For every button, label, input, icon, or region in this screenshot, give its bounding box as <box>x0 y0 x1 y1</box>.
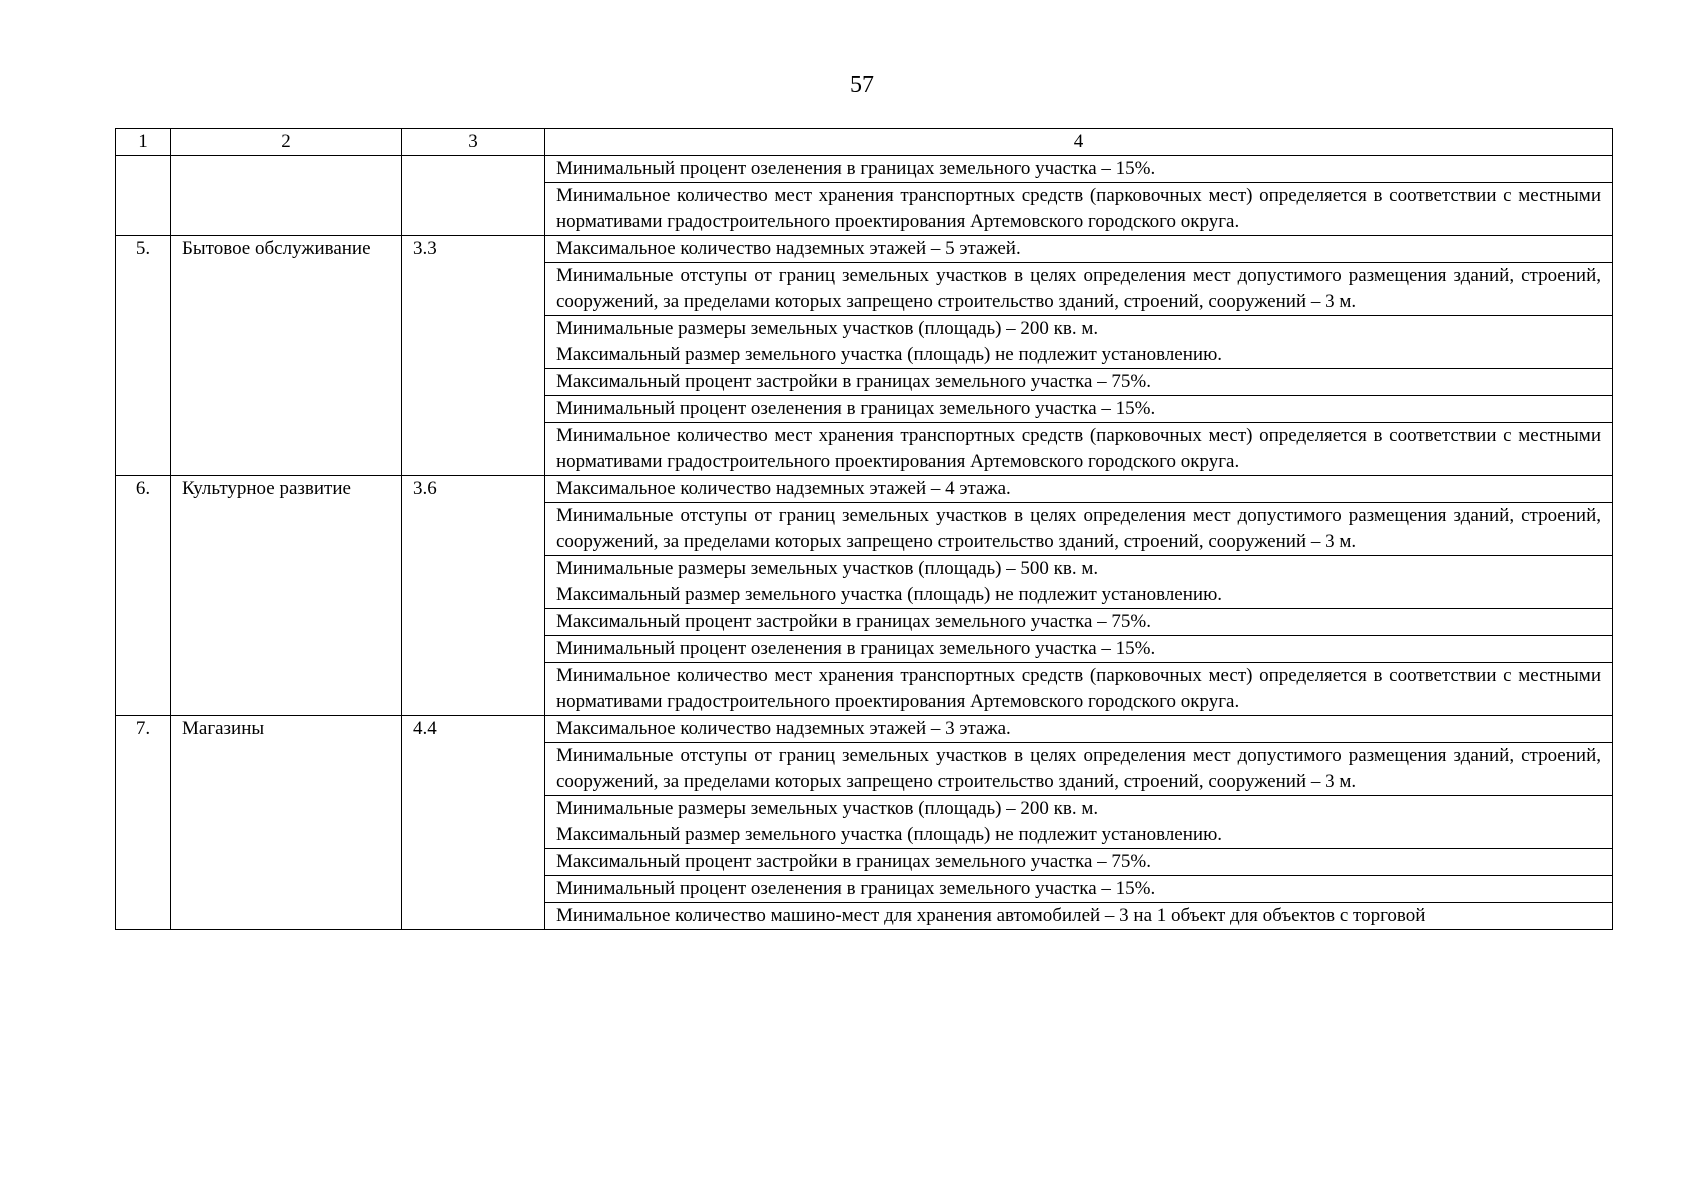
use-type-code: 3.6 <box>402 476 545 716</box>
param-cell: Максимальный процент застройки в границах земельного участка – 75%. <box>545 609 1613 636</box>
use-type-name: Бытовое обслуживание <box>171 236 402 476</box>
table-row <box>116 236 1613 263</box>
param-cell: Минимальные отступы от границ земельных участков в целях определения мест допустимого размещения зданий, строений, сооружений, за пределами которых запрещено строительство зданий, строений, сооружений – 3 м. <box>545 743 1613 796</box>
param-cell: Максимальный процент застройки в границах земельного участка – 75%. <box>545 849 1613 876</box>
header-row <box>116 129 1613 156</box>
param-cell: Минимальные размеры земельных участков (площадь) – 200 кв. м. Максимальный размер земельного участка (площадь) не подлежит установлению. <box>545 796 1613 849</box>
table-row <box>116 156 1613 183</box>
param-cell: Минимальное количество машино-мест для хранения автомобилей – 3 на 1 объект для объектов с торговой <box>545 903 1613 930</box>
table-row <box>116 716 1613 743</box>
header-col-3: 3 <box>402 129 545 156</box>
param-cell: Максимальное количество надземных этажей – 3 этажа. <box>545 716 1613 743</box>
continuation-name-cell <box>171 156 402 236</box>
param-cell: Минимальное количество мест хранения транспортных средств (парковочных мест) определяется в соответствии с местными нормативами градостроительного проектирования Артемовского городского округа. <box>545 183 1613 236</box>
param-cell: Максимальное количество надземных этажей – 4 этажа. <box>545 476 1613 503</box>
use-type-code: 3.3 <box>402 236 545 476</box>
param-cell: Минимальное количество мест хранения транспортных средств (парковочных мест) определяется в соответствии с местными нормативами градостроительного проектирования Артемовского городского округа. <box>545 663 1613 716</box>
param-cell: Максимальное количество надземных этажей – 5 этажей. <box>545 236 1613 263</box>
continuation-code-cell <box>402 156 545 236</box>
page-number: 57 <box>850 72 874 98</box>
param-cell: Минимальный процент озеленения в границах земельного участка – 15%. <box>545 156 1613 183</box>
header-col-1: 1 <box>116 129 171 156</box>
row-number: 7. <box>116 716 171 930</box>
param-cell: Минимальные отступы от границ земельных участков в целях определения мест допустимого размещения зданий, строений, сооружений, за пределами которых запрещено строительство зданий, строений, сооружений – 3 м. <box>545 263 1613 316</box>
row-number: 5. <box>116 236 171 476</box>
param-cell: Минимальный процент озеленения в границах земельного участка – 15%. <box>545 636 1613 663</box>
param-cell: Минимальные размеры земельных участков (площадь) – 500 кв. м. Максимальный размер земельного участка (площадь) не подлежит установлению. <box>545 556 1613 609</box>
table-body <box>116 156 1613 930</box>
row-number: 6. <box>116 476 171 716</box>
regulations-table <box>115 128 1613 930</box>
use-type-code: 4.4 <box>402 716 545 930</box>
param-cell: Минимальный процент озеленения в границах земельного участка – 15%. <box>545 876 1613 903</box>
header-col-4: 4 <box>545 129 1613 156</box>
continuation-number-cell <box>116 156 171 236</box>
use-type-name: Культурное развитие <box>171 476 402 716</box>
param-cell: Максимальный процент застройки в границах земельного участка – 75%. <box>545 369 1613 396</box>
param-cell: Минимальное количество мест хранения транспортных средств (парковочных мест) определяется в соответствии с местными нормативами градостроительного проектирования Артемовского городского округа. <box>545 423 1613 476</box>
table-header <box>116 129 1613 156</box>
param-cell: Минимальные отступы от границ земельных участков в целях определения мест допустимого размещения зданий, строений, сооружений, за пределами которых запрещено строительство зданий, строений, сооружений – 3 м. <box>545 503 1613 556</box>
use-type-name: Магазины <box>171 716 402 930</box>
table-row <box>116 476 1613 503</box>
header-col-2: 2 <box>171 129 402 156</box>
param-cell: Минимальные размеры земельных участков (площадь) – 200 кв. м. Максимальный размер земельного участка (площадь) не подлежит установлению. <box>545 316 1613 369</box>
param-cell: Минимальный процент озеленения в границах земельного участка – 15%. <box>545 396 1613 423</box>
